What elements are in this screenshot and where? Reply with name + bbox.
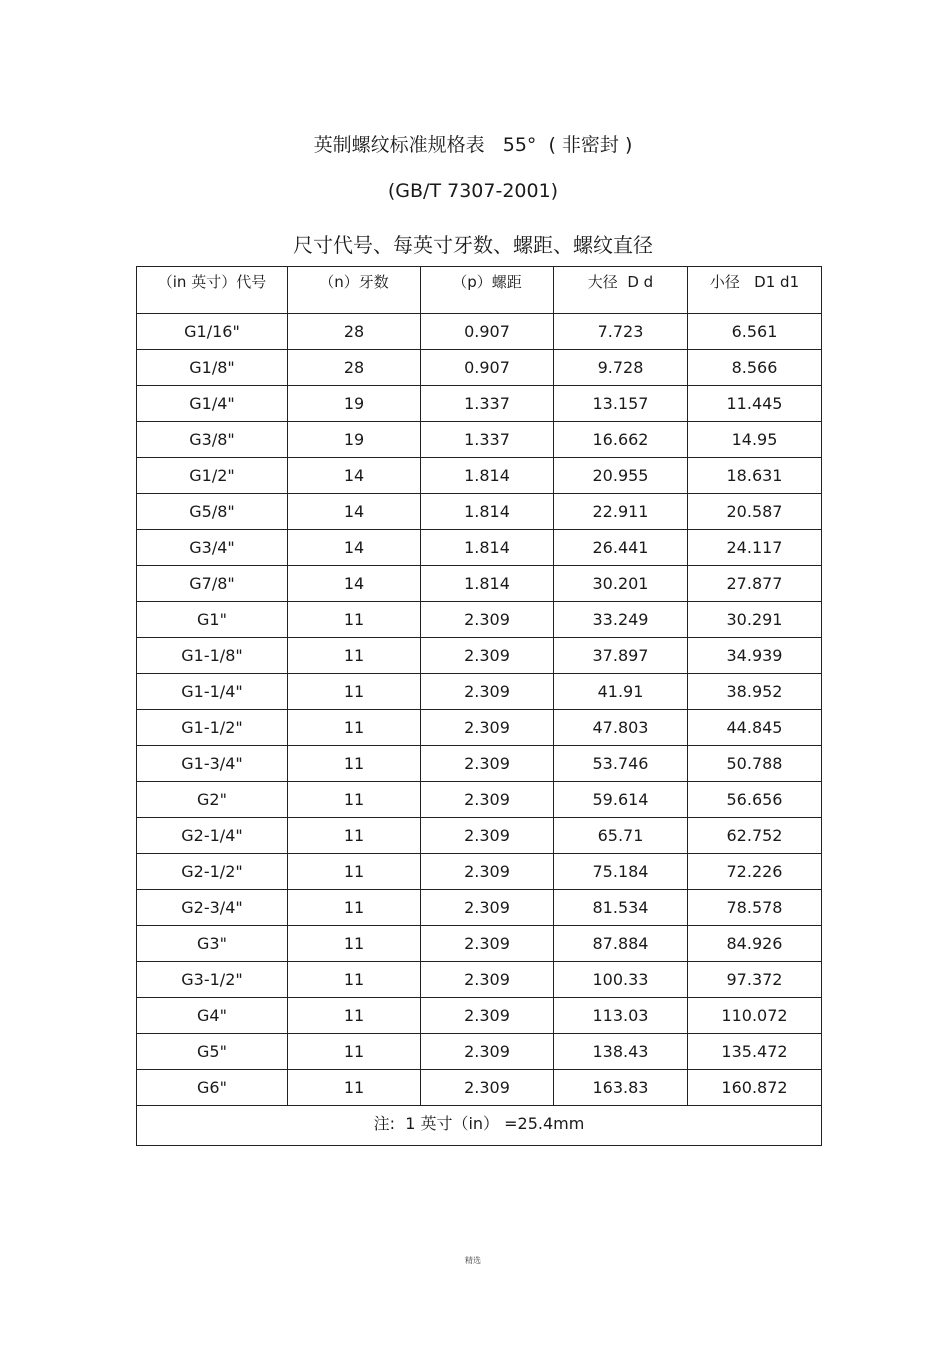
cell-major-diameter: 16.662 [554, 422, 688, 458]
cell-minor-diameter: 38.952 [688, 674, 822, 710]
cell-minor-diameter: 97.372 [688, 962, 822, 998]
table-row [137, 962, 822, 998]
cell-size-code: G3-1/2" [137, 962, 288, 998]
cell-size-code: G3" [137, 926, 288, 962]
cell-pitch: 0.907 [421, 314, 554, 350]
cell-major-diameter: 163.83 [554, 1070, 688, 1106]
cell-size-code: G3/4" [137, 530, 288, 566]
cell-threads-per-inch: 14 [288, 494, 421, 530]
table-note-row [137, 1106, 822, 1146]
cell-size-code: G2-3/4" [137, 890, 288, 926]
table-row [137, 782, 822, 818]
cell-major-diameter: 33.249 [554, 602, 688, 638]
cell-minor-diameter: 72.226 [688, 854, 822, 890]
table-body [137, 314, 822, 1106]
cell-threads-per-inch: 14 [288, 458, 421, 494]
cell-pitch: 2.309 [421, 962, 554, 998]
cell-pitch: 1.337 [421, 386, 554, 422]
header-minor-diameter: 小径 D1 d1 [688, 267, 822, 314]
cell-threads-per-inch: 11 [288, 998, 421, 1034]
cell-minor-diameter: 56.656 [688, 782, 822, 818]
cell-threads-per-inch: 11 [288, 602, 421, 638]
cell-size-code: G1/4" [137, 386, 288, 422]
table-note: 注: 1 英寸（in） =25.4mm [137, 1106, 822, 1146]
table-subtitle: 尺寸代号、每英寸牙数、螺距、螺纹直径 [293, 233, 653, 257]
table-row [137, 854, 822, 890]
table-row [137, 566, 822, 602]
cell-minor-diameter: 20.587 [688, 494, 822, 530]
cell-threads-per-inch: 11 [288, 818, 421, 854]
cell-threads-per-inch: 11 [288, 782, 421, 818]
cell-major-diameter: 65.71 [554, 818, 688, 854]
cell-minor-diameter: 8.566 [688, 350, 822, 386]
cell-pitch: 2.309 [421, 818, 554, 854]
cell-pitch: 2.309 [421, 890, 554, 926]
table-row [137, 386, 822, 422]
cell-minor-diameter: 24.117 [688, 530, 822, 566]
cell-major-diameter: 75.184 [554, 854, 688, 890]
cell-size-code: G1-1/2" [137, 710, 288, 746]
cell-minor-diameter: 11.445 [688, 386, 822, 422]
cell-size-code: G1/16" [137, 314, 288, 350]
cell-size-code: G1/8" [137, 350, 288, 386]
table-row [137, 674, 822, 710]
table-header-row [137, 267, 822, 314]
cell-major-diameter: 13.157 [554, 386, 688, 422]
cell-size-code: G6" [137, 1070, 288, 1106]
table-row [137, 890, 822, 926]
cell-major-diameter: 53.746 [554, 746, 688, 782]
cell-size-code: G7/8" [137, 566, 288, 602]
header-size-code: （in 英寸）代号 [137, 267, 288, 314]
table-row [137, 494, 822, 530]
page-title: 英制螺纹标准规格表 55° ( 非密封 ) [313, 134, 633, 156]
cell-minor-diameter: 110.072 [688, 998, 822, 1034]
cell-minor-diameter: 6.561 [688, 314, 822, 350]
cell-size-code: G1-1/4" [137, 674, 288, 710]
cell-pitch: 2.309 [421, 710, 554, 746]
cell-size-code: G3/8" [137, 422, 288, 458]
cell-major-diameter: 47.803 [554, 710, 688, 746]
cell-threads-per-inch: 11 [288, 746, 421, 782]
cell-threads-per-inch: 28 [288, 314, 421, 350]
cell-minor-diameter: 27.877 [688, 566, 822, 602]
cell-threads-per-inch: 28 [288, 350, 421, 386]
cell-pitch: 2.309 [421, 1070, 554, 1106]
cell-threads-per-inch: 11 [288, 710, 421, 746]
cell-size-code: G2-1/2" [137, 854, 288, 890]
cell-major-diameter: 41.91 [554, 674, 688, 710]
cell-major-diameter: 37.897 [554, 638, 688, 674]
cell-size-code: G2" [137, 782, 288, 818]
cell-threads-per-inch: 11 [288, 962, 421, 998]
thread-spec-table [136, 266, 822, 1146]
cell-size-code: G4" [137, 998, 288, 1034]
table-row [137, 602, 822, 638]
cell-major-diameter: 87.884 [554, 926, 688, 962]
cell-threads-per-inch: 11 [288, 674, 421, 710]
cell-minor-diameter: 44.845 [688, 710, 822, 746]
cell-threads-per-inch: 14 [288, 566, 421, 602]
cell-major-diameter: 100.33 [554, 962, 688, 998]
table-row [137, 458, 822, 494]
cell-threads-per-inch: 14 [288, 530, 421, 566]
table-row [137, 638, 822, 674]
header-major-diameter: 大径 D d [554, 267, 688, 314]
table-row [137, 746, 822, 782]
cell-pitch: 1.814 [421, 530, 554, 566]
cell-pitch: 2.309 [421, 782, 554, 818]
cell-major-diameter: 30.201 [554, 566, 688, 602]
standard-number: (GB/T 7307-2001) [387, 180, 559, 202]
cell-minor-diameter: 78.578 [688, 890, 822, 926]
table-row [137, 998, 822, 1034]
cell-threads-per-inch: 11 [288, 1034, 421, 1070]
cell-pitch: 1.337 [421, 422, 554, 458]
table-row [137, 422, 822, 458]
cell-minor-diameter: 135.472 [688, 1034, 822, 1070]
cell-threads-per-inch: 11 [288, 926, 421, 962]
cell-major-diameter: 81.534 [554, 890, 688, 926]
table-row [137, 1070, 822, 1106]
header-threads-per-inch: （n）牙数 [288, 267, 421, 314]
cell-pitch: 2.309 [421, 998, 554, 1034]
cell-major-diameter: 26.441 [554, 530, 688, 566]
cell-major-diameter: 59.614 [554, 782, 688, 818]
cell-pitch: 2.309 [421, 674, 554, 710]
cell-threads-per-inch: 11 [288, 854, 421, 890]
cell-minor-diameter: 34.939 [688, 638, 822, 674]
cell-pitch: 2.309 [421, 746, 554, 782]
cell-size-code: G1-3/4" [137, 746, 288, 782]
cell-major-diameter: 22.911 [554, 494, 688, 530]
cell-size-code: G1/2" [137, 458, 288, 494]
cell-major-diameter: 9.728 [554, 350, 688, 386]
cell-size-code: G2-1/4" [137, 818, 288, 854]
cell-size-code: G5" [137, 1034, 288, 1070]
cell-threads-per-inch: 19 [288, 422, 421, 458]
cell-size-code: G5/8" [137, 494, 288, 530]
cell-minor-diameter: 84.926 [688, 926, 822, 962]
table-row [137, 530, 822, 566]
cell-pitch: 1.814 [421, 458, 554, 494]
cell-size-code: G1" [137, 602, 288, 638]
cell-size-code: G1-1/8" [137, 638, 288, 674]
cell-minor-diameter: 50.788 [688, 746, 822, 782]
cell-major-diameter: 138.43 [554, 1034, 688, 1070]
header-pitch: （p）螺距 [421, 267, 554, 314]
cell-pitch: 2.309 [421, 638, 554, 674]
cell-threads-per-inch: 11 [288, 890, 421, 926]
cell-pitch: 2.309 [421, 926, 554, 962]
cell-minor-diameter: 18.631 [688, 458, 822, 494]
cell-pitch: 2.309 [421, 854, 554, 890]
cell-threads-per-inch: 19 [288, 386, 421, 422]
table-row [137, 1034, 822, 1070]
cell-pitch: 2.309 [421, 602, 554, 638]
table-row [137, 350, 822, 386]
table-row [137, 314, 822, 350]
cell-pitch: 0.907 [421, 350, 554, 386]
table-row [137, 710, 822, 746]
cell-pitch: 2.309 [421, 1034, 554, 1070]
page-footer-mark: 精选 [465, 1256, 481, 1265]
cell-minor-diameter: 30.291 [688, 602, 822, 638]
table-row [137, 926, 822, 962]
cell-minor-diameter: 62.752 [688, 818, 822, 854]
cell-threads-per-inch: 11 [288, 1070, 421, 1106]
cell-major-diameter: 7.723 [554, 314, 688, 350]
cell-minor-diameter: 160.872 [688, 1070, 822, 1106]
cell-pitch: 1.814 [421, 566, 554, 602]
cell-major-diameter: 113.03 [554, 998, 688, 1034]
cell-minor-diameter: 14.95 [688, 422, 822, 458]
table-row [137, 818, 822, 854]
cell-major-diameter: 20.955 [554, 458, 688, 494]
cell-pitch: 1.814 [421, 494, 554, 530]
cell-threads-per-inch: 11 [288, 638, 421, 674]
